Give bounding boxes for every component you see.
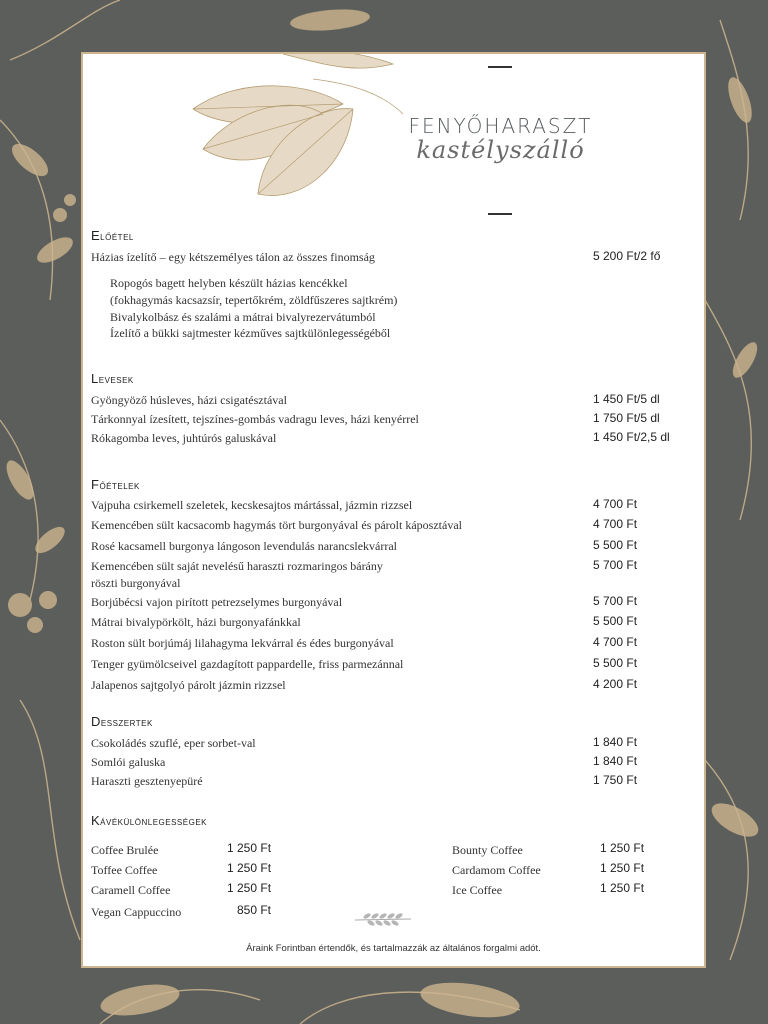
menu-price-main: 5 500 Ft xyxy=(593,614,638,628)
menu-price-coffee: 1 250 Ft xyxy=(600,841,645,855)
menu-item-main: Tenger gyümölcseivel gazdagított pappardelle, friss parmezánnal xyxy=(91,657,404,671)
menu-item-main: Jalapenos sajtgolyó párolt jázmin rizzsel xyxy=(91,678,286,692)
menu-item-soup: Gyöngyöző húsleves, házi csigatésztával xyxy=(91,393,287,407)
brand-logo xyxy=(383,114,618,164)
price-footnote: Áraink Forintban értendők, és tartalmazzák az általános forgalmi adót. xyxy=(246,943,541,954)
menu-price-main: 4 700 Ft xyxy=(593,517,638,531)
menu-item-dessert: Haraszti gesztenyepüré xyxy=(91,774,203,788)
menu-price-main: 5 500 Ft xyxy=(593,656,638,670)
menu-price-soup: 1 750 Ft/5 dl xyxy=(593,411,660,425)
menu-price-coffee: 1 250 Ft xyxy=(600,861,645,875)
menu-price-coffee: 850 Ft xyxy=(237,903,272,917)
menu-price-dessert: 1 840 Ft xyxy=(593,754,638,768)
menu-price-main: 5 700 Ft xyxy=(593,594,638,608)
menu-item-main: Roston sült borjúmáj lilahagyma lekvárral és édes burgonyával xyxy=(91,636,394,650)
menu-item-coffee: Coffee Brulée xyxy=(91,843,159,857)
menu-price-coffee: 1 250 Ft xyxy=(227,841,272,855)
menu-item-dessert: Somlói galuska xyxy=(91,755,166,769)
menu-price-main: 4 700 Ft xyxy=(593,497,638,511)
brand-divider xyxy=(488,213,512,215)
menu-item-soup: Tárkonnyal ízesített, tejszínes-gombás vadragu leves, házi kenyérrel xyxy=(91,412,419,426)
menu-price-starter: 5 200 Ft/2 fő xyxy=(593,249,661,263)
menu-item-starter: Házias ízelítő – egy kétszemélyes tálon az összes finomság xyxy=(91,250,375,264)
menu-price-main: 4 700 Ft xyxy=(593,635,638,649)
menu-price-dessert: 1 840 Ft xyxy=(593,735,638,749)
menu-card xyxy=(83,54,704,966)
menu-price-main: 5 700 Ft xyxy=(593,558,638,572)
menu-item-coffee: Caramell Coffee xyxy=(91,883,171,897)
brand-subtitle: kastélyszálló xyxy=(416,136,585,164)
brand-name: FENYŐHARASZT xyxy=(408,114,593,138)
menu-price-main: 4 200 Ft xyxy=(593,677,638,691)
section-title-coffee: Kávékülönlegességek xyxy=(91,813,207,828)
starter-detail: Bivalykolbász és szalámi a mátrai bivalyrezervátumból xyxy=(110,310,376,324)
menu-item-coffee: Cardamom Coffee xyxy=(452,863,541,877)
menu-item-main: Borjúbécsi vajon pirított petrezselymes burgonyával xyxy=(91,595,343,609)
starter-detail: (fokhagymás kacsazsír, tepertőkrém, zöldfűszeres sajtkrém) xyxy=(110,293,398,307)
starter-detail: Ropogós bagett helyben készült házias kencékkel xyxy=(110,276,348,290)
menu-item-main-continued: röszti burgonyával xyxy=(91,576,181,590)
menu-price-coffee: 1 250 Ft xyxy=(227,861,272,875)
menu-item-coffee: Toffee Coffee xyxy=(91,863,158,877)
section-title-starters: Előétel xyxy=(91,228,134,243)
section-title-desserts: Desszertek xyxy=(91,714,153,729)
menu-item-coffee: Ice Coffee xyxy=(452,883,503,897)
menu-price-coffee: 1 250 Ft xyxy=(600,881,645,895)
section-title-soups: Levesek xyxy=(91,371,134,386)
menu-item-dessert: Csokoládés szuflé, eper sorbet-val xyxy=(91,736,256,750)
top-divider xyxy=(488,66,512,68)
section-title-mains: Főételek xyxy=(91,477,140,492)
menu-item-soup: Rókagomba leves, juhtúrós galuskával xyxy=(91,431,277,445)
menu-price-main: 5 500 Ft xyxy=(593,538,638,552)
menu-item-main: Vajpuha csirkemell szeletek, kecskesajtos mártással, jázmin rizzsel xyxy=(91,498,413,512)
menu-item-coffee: Bounty Coffee xyxy=(452,843,523,857)
menu-item-main: Kemencében sült saját nevelésű haraszti rozmaringos bárány xyxy=(91,559,383,573)
menu-item-main: Rosé kacsamell burgonya lángoson levendulás narancslekvárral xyxy=(91,539,398,553)
starter-detail: Ízelítő a bükki sajtmester kézműves sajtkülönlegességéből xyxy=(110,326,391,340)
menu-item-coffee: Vegan Cappuccino xyxy=(91,905,182,919)
menu-price-soup: 1 450 Ft/5 dl xyxy=(593,392,660,406)
menu-price-dessert: 1 750 Ft xyxy=(593,773,638,787)
menu-price-coffee: 1 250 Ft xyxy=(227,881,272,895)
menu-item-main: Mátrai bivalypörkölt, házi burgonyafánkkal xyxy=(91,615,301,629)
menu-price-soup: 1 450 Ft/2,5 dl xyxy=(593,430,670,444)
laurel-ornament-icon xyxy=(353,912,413,926)
menu-item-main: Kemencében sült kacsacomb hagymás tört burgonyával és párolt káposztával xyxy=(91,518,462,532)
